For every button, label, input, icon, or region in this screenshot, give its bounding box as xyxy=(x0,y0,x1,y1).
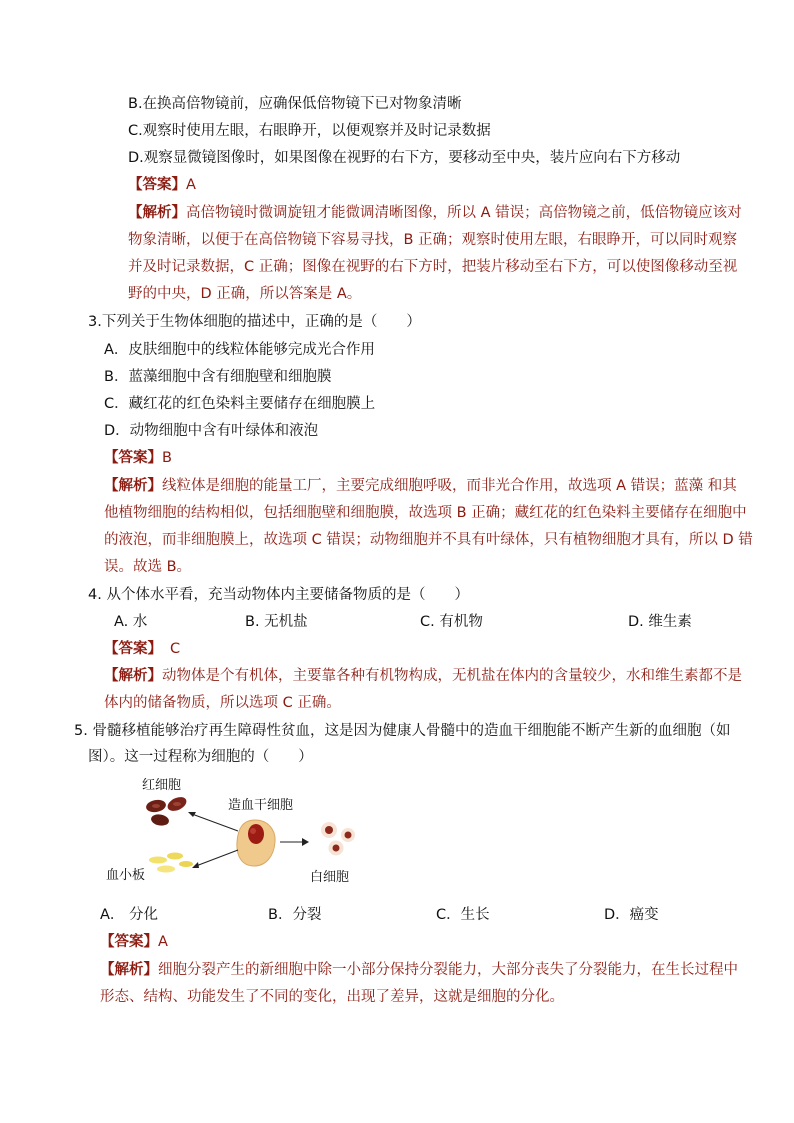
red-blood-cells xyxy=(145,794,188,827)
q4-analysis-line-2: 体内的储备物质，所以选项 C 正确。 xyxy=(104,695,341,711)
analysis-label: 【解析】 xyxy=(100,962,158,978)
answer-value: A xyxy=(186,177,196,193)
q4-option-c: C. 有机物 xyxy=(420,614,483,630)
answer-label: 【答案】 xyxy=(100,934,158,950)
q5-option-d: D．癌变 xyxy=(604,907,659,923)
answer-label: 【答案】 xyxy=(104,641,162,657)
q5-option-b: B．分裂 xyxy=(268,907,322,923)
q5-stem-line-1: 5. 骨髓移植能够治疗再生障碍性贫血，这是因为健康人骨髓中的造血干细胞能不断产生新的血细胞（如 xyxy=(74,723,731,739)
q2-analysis-line-4: 野的中央，D 正确，所以答案是 A。 xyxy=(128,286,362,302)
analysis-text: 线粒体是细胞的能量工厂，主要完成细胞呼吸，而非光合作用，故选项 A 错误；蓝藻 和其 xyxy=(162,478,737,494)
q5-analysis-line-2: 形态、结构、功能发生了不同的变化，出现了差异，这就是细胞的分化。 xyxy=(100,989,564,1005)
q4-option-d: D. 维生素 xyxy=(628,614,692,630)
analysis-text: 细胞分裂产生的新细胞中除一小部分保持分裂能力，大部分丧失了分裂能力，在生长过程中 xyxy=(158,962,738,978)
q2-answer xyxy=(128,175,196,195)
answer-value: A xyxy=(158,934,168,950)
platelets xyxy=(149,853,193,873)
q2-option-d: D.观察显微镜图像时，如果图像在视野的右下方，要移动至中央，装片应向右下方移动 xyxy=(128,150,681,166)
analysis-label: 【解析】 xyxy=(128,205,186,221)
q3-option-a: A．皮肤细胞中的线粒体能够完成光合作用 xyxy=(104,342,375,358)
q3-analysis-line-4: 误。故选 B。 xyxy=(104,559,192,575)
q2-analysis-line-1 xyxy=(128,203,742,223)
label-platelet: 血小板 xyxy=(106,868,146,883)
q3-answer xyxy=(104,448,172,468)
q3-stem: 3.下列关于生物体细胞的描述中，正确的是（ ） xyxy=(88,314,421,330)
q3-option-d: D．动物细胞中含有叶绿体和液泡 xyxy=(104,423,319,439)
answer-value: C xyxy=(170,641,181,657)
analysis-label: 【解析】 xyxy=(104,668,162,684)
stem-cell xyxy=(237,820,275,866)
white-blood-cells xyxy=(321,822,355,856)
q4-option-a: A. 水 xyxy=(114,614,148,630)
q3-analysis-line-2: 他植物细胞的结构相似，包括细胞壁和细胞膜，故选项 B 正确；藏红花的红色染料主要储存在细胞中 xyxy=(104,505,747,521)
q4-analysis-line-1 xyxy=(104,666,742,686)
q5-answer xyxy=(100,932,168,952)
label-red-blood-cell: 红细胞 xyxy=(142,778,182,793)
q4-option-b: B. 无机盐 xyxy=(245,614,308,630)
q5-stem-line-2: 图）。这一过程称为细胞的（ ） xyxy=(88,749,313,765)
q2-analysis-line-2: 物象清晰，以便于在高倍物镜下容易寻找，B 正确；观察时使用左眼，右眼睁开，可以同时观察 xyxy=(128,232,738,248)
label-stem-cell: 造血干细胞 xyxy=(228,798,294,813)
q3-analysis-line-1 xyxy=(104,476,737,496)
q2-option-c: C.观察时使用左眼，右眼睁开，以便观察并及时记录数据 xyxy=(128,123,491,139)
blood-cell-figure xyxy=(100,768,380,888)
q5-analysis-line-1 xyxy=(100,960,738,980)
q3-analysis-line-3: 的液泡，而非细胞膜上，故选项 C 错误；动物细胞并不具有叶绿体，只有植物细胞才具有，所以 D 错 xyxy=(104,532,753,548)
answer-label: 【答案】 xyxy=(128,177,186,193)
analysis-text: 高倍物镜时微调旋钮才能微调清晰图像，所以 A 错误；高倍物镜之前，低倍物镜应该对 xyxy=(186,205,742,221)
q5-option-a: A． 分化 xyxy=(100,907,159,923)
analysis-label: 【解析】 xyxy=(104,478,162,494)
q3-option-b: B．蓝藻细胞中含有细胞壁和细胞膜 xyxy=(104,369,332,385)
q5-option-c: C．生长 xyxy=(436,907,490,923)
q4-answer xyxy=(104,639,180,659)
q2-option-b: B.在换高倍物镜前，应确保低倍物镜下已对物象清晰 xyxy=(128,96,462,112)
answer-label: 【答案】 xyxy=(104,450,162,466)
answer-value: B xyxy=(162,450,172,466)
q4-stem: 4. 从个体水平看，充当动物体内主要储备物质的是（ ） xyxy=(88,587,469,603)
analysis-text: 动物体是个有机体，主要靠各种有机物构成，无机盐在体内的含量较少，水和维生素都不是 xyxy=(162,668,742,684)
q2-analysis-line-3: 并及时记录数据，C 正确；图像在视野的右下方时，把装片移动至右下方，可以使图像移动至视 xyxy=(128,259,738,275)
label-white-blood-cell: 白细胞 xyxy=(310,870,350,885)
q3-option-c: C．藏红花的红色染料主要储存在细胞膜上 xyxy=(104,396,376,412)
